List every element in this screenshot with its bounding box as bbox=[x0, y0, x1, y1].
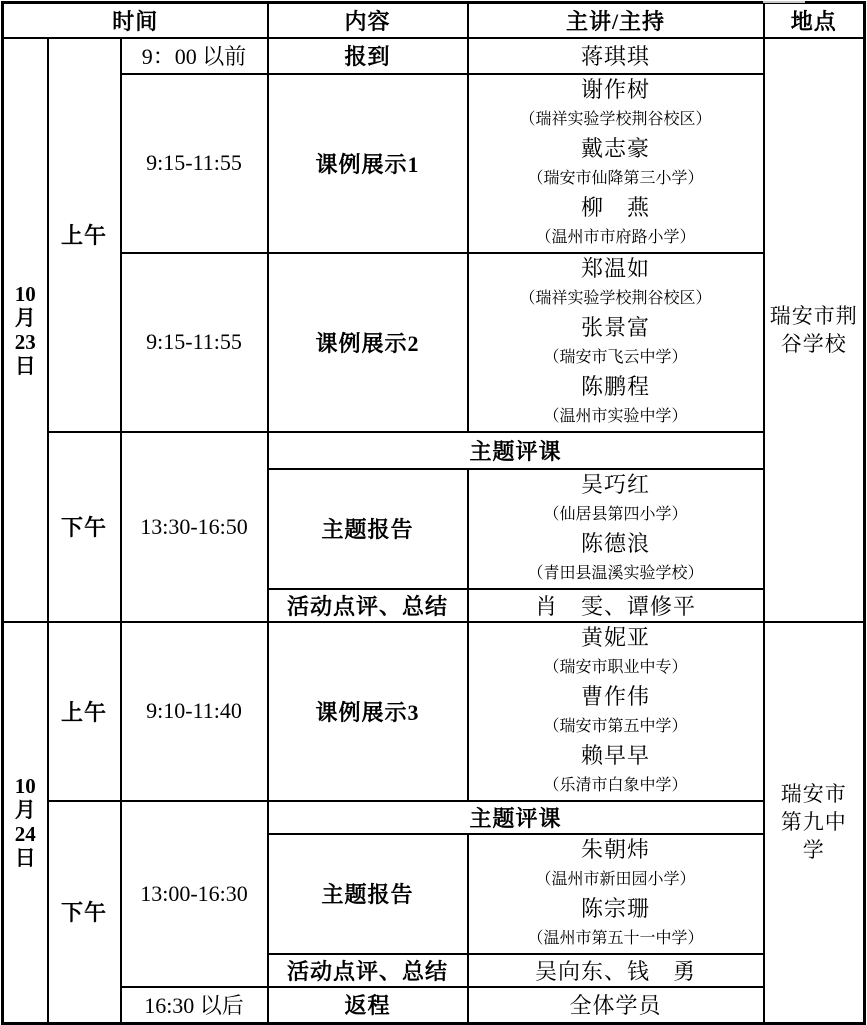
date-line: 日 bbox=[14, 846, 36, 871]
speaker-name: 郑温如 bbox=[580, 255, 650, 281]
header-location: 地点 bbox=[764, 3, 865, 38]
content-cell-review1: 主题评课 bbox=[268, 432, 764, 469]
session-cell-am2: 上午 bbox=[48, 622, 121, 801]
speakers-cell-report1 bbox=[468, 469, 764, 589]
time-cell-lesson3: 9:10-11:40 bbox=[121, 622, 268, 801]
speaker-org: （瑞安市第五中学） bbox=[543, 717, 688, 735]
speaker-name: 谢作树 bbox=[580, 76, 650, 102]
time-cell-return: 16:30 以后 bbox=[121, 987, 268, 1024]
speaker-name: 吴巧红 bbox=[580, 471, 650, 497]
row-return bbox=[3, 987, 865, 1024]
speaker-org: （瑞安市飞云中学） bbox=[543, 348, 688, 366]
content-cell-summary1: 活动点评、总结 bbox=[268, 589, 468, 622]
row-review1 bbox=[3, 432, 865, 469]
date-line: 10 bbox=[14, 281, 36, 306]
speakers-cell-lesson3 bbox=[468, 622, 764, 801]
content-cell-lesson2: 课例展示2 bbox=[268, 253, 468, 432]
date-cell-oct23 bbox=[3, 38, 48, 622]
speaker-org: （温州市新田园小学） bbox=[535, 870, 696, 888]
session-cell-am1: 上午 bbox=[48, 38, 121, 432]
speaker-name: 柳 燕 bbox=[580, 194, 650, 220]
content-cell-summary2: 活动点评、总结 bbox=[268, 954, 468, 987]
speaker-org: （温州市实验中学） bbox=[543, 407, 688, 425]
speaker-name: 曹作伟 bbox=[580, 683, 650, 709]
speaker-cell-checkin: 蒋琪琪 bbox=[468, 38, 764, 74]
speaker-name: 戴志豪 bbox=[580, 135, 650, 161]
location-cell-oct23 bbox=[764, 38, 865, 622]
row-checkin bbox=[3, 38, 865, 74]
speaker-org: （温州市市府路小学） bbox=[535, 228, 696, 246]
row-lesson3 bbox=[3, 622, 865, 801]
speaker-org: （青田县温溪实验学校） bbox=[527, 564, 704, 582]
content-cell-checkin: 报到 bbox=[268, 38, 468, 74]
speaker-org: （仙居县第四小学） bbox=[543, 505, 688, 523]
speaker-name: 赖早早 bbox=[580, 742, 650, 768]
date-line: 月 bbox=[14, 305, 36, 330]
header-row bbox=[3, 3, 865, 38]
speaker-org: （瑞安市职业中专） bbox=[543, 658, 688, 676]
speaker-cell-summary1: 肖 雯、谭修平 bbox=[468, 589, 764, 622]
location-line: 谷学校 bbox=[780, 331, 847, 356]
speaker-org: （瑞祥实验学校荆谷校区） bbox=[519, 289, 712, 307]
speaker-name: 朱朝炜 bbox=[580, 836, 650, 862]
date-line: 日 bbox=[14, 353, 36, 378]
time-cell-lesson1: 9:15-11:55 bbox=[121, 74, 268, 253]
speaker-name: 陈鹏程 bbox=[580, 373, 650, 399]
location-line: 第九中 bbox=[780, 810, 847, 835]
time-cell-checkin: 9：00 以前 bbox=[121, 38, 268, 74]
speaker-org: （乐清市白象中学） bbox=[543, 776, 688, 794]
date-line: 月 bbox=[14, 798, 36, 823]
speaker-name: 陈德浪 bbox=[580, 530, 650, 556]
location-line: 瑞安市 bbox=[780, 782, 847, 807]
row-review2 bbox=[3, 801, 865, 834]
content-cell-lesson1: 课例展示1 bbox=[268, 74, 468, 253]
content-cell-report2: 主题报告 bbox=[268, 834, 468, 954]
speaker-cell-summary2: 吴向东、钱 勇 bbox=[468, 954, 764, 987]
date-line: 10 bbox=[14, 774, 36, 799]
speakers-cell-lesson1 bbox=[468, 74, 764, 253]
location-cell-oct24 bbox=[764, 622, 865, 1024]
time-cell-lesson2: 9:15-11:55 bbox=[121, 253, 268, 432]
header-content: 内容 bbox=[268, 3, 468, 38]
speaker-name: 张景富 bbox=[580, 314, 650, 340]
speaker-name: 陈宗珊 bbox=[580, 895, 650, 921]
date-cell-oct24 bbox=[3, 622, 48, 1024]
header-time: 时间 bbox=[3, 3, 268, 38]
location-line: 瑞安市荆 bbox=[769, 303, 858, 328]
speaker-org: （瑞安市仙降第三小学） bbox=[527, 169, 704, 187]
speaker-org: （温州市第五十一中学） bbox=[527, 929, 704, 947]
schedule-table bbox=[1, 1, 866, 1025]
session-cell-pm2: 下午 bbox=[48, 801, 121, 1024]
speaker-cell-return: 全体学员 bbox=[468, 987, 764, 1024]
speakers-cell-lesson2 bbox=[468, 253, 764, 432]
content-cell-return: 返程 bbox=[268, 987, 468, 1024]
speakers-cell-report2 bbox=[468, 834, 764, 954]
content-cell-report1: 主题报告 bbox=[268, 469, 468, 589]
location-line: 学 bbox=[802, 838, 825, 863]
speaker-org: （瑞祥实验学校荆谷校区） bbox=[519, 110, 712, 128]
content-cell-review2: 主题评课 bbox=[268, 801, 764, 834]
session-cell-pm1: 下午 bbox=[48, 432, 121, 622]
time-cell-pm1: 13:30-16:50 bbox=[121, 432, 268, 622]
date-line: 23 bbox=[14, 329, 36, 354]
row-lesson1 bbox=[3, 74, 865, 253]
row-lesson2 bbox=[3, 253, 865, 432]
screen-edge-artifact bbox=[763, 1, 805, 3]
speaker-name: 黄妮亚 bbox=[580, 624, 650, 650]
time-cell-pm2: 13:00-16:30 bbox=[121, 801, 268, 987]
date-line: 24 bbox=[14, 822, 36, 847]
header-speaker: 主讲/主持 bbox=[468, 3, 764, 38]
content-cell-lesson3: 课例展示3 bbox=[268, 622, 468, 801]
